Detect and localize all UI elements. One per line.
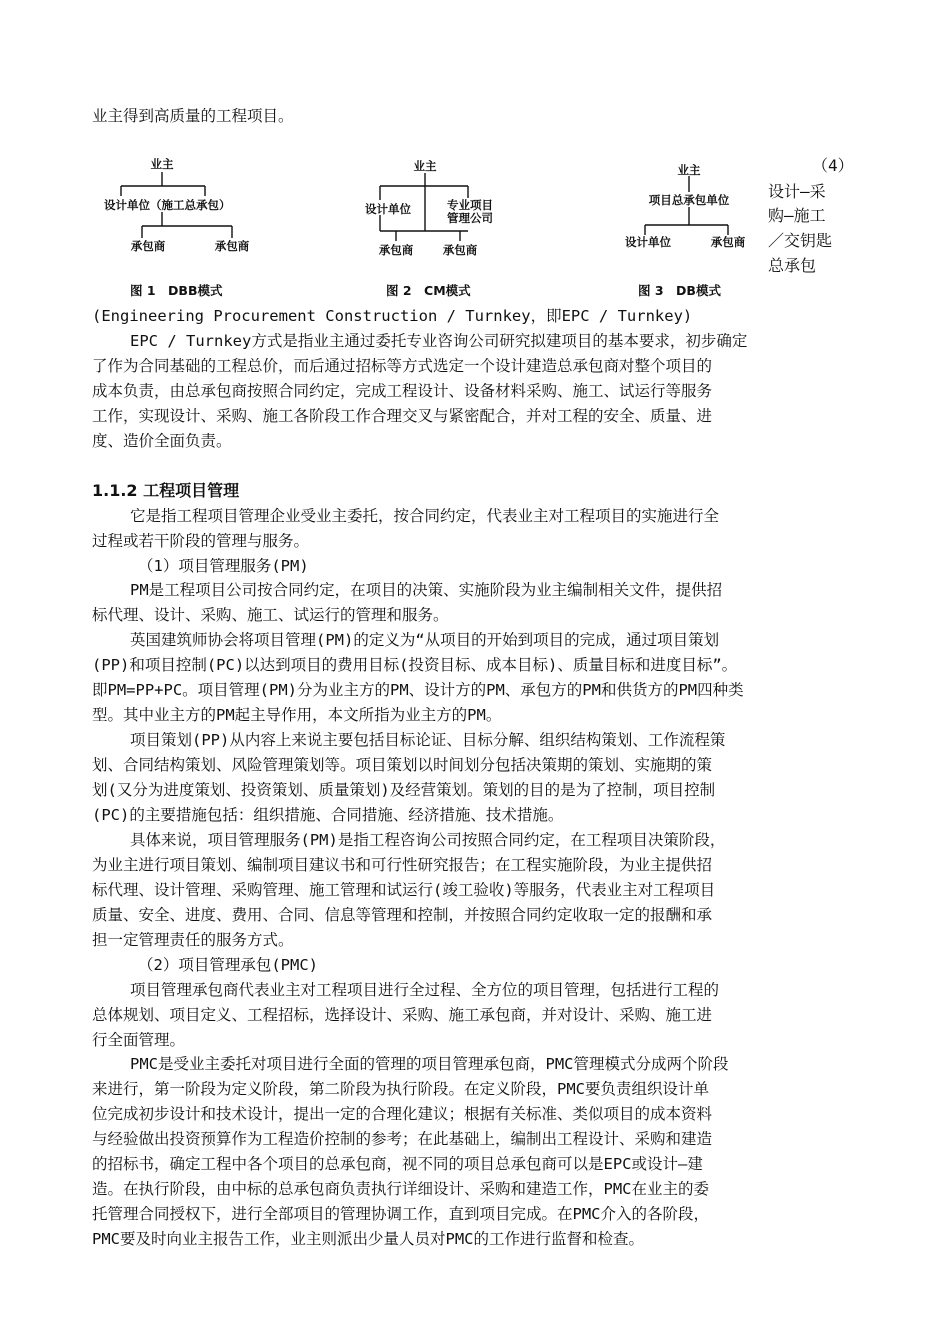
paragraph-line: 造。在执行阶段，由中标的总承包商负责执行详细设计、采购和建造工作，PMC在业主的委 xyxy=(92,1180,709,1198)
paragraph-line: PMC要及时向业主报告工作，业主则派出少量人员对PMC的工作进行监督和检查。 xyxy=(92,1230,644,1248)
fig1-contractor-left: 承包商 xyxy=(130,239,166,253)
fig2-designer: 设计单位 xyxy=(365,202,411,216)
paragraph-line: 质量、安全、进度、费用、合同、信息等管理和控制，并按照合同约定收取一定的报酬和承 xyxy=(92,906,713,924)
subsection-title: （2）项目管理承包(PMC) xyxy=(138,956,318,974)
paragraph-line: EPC / Turnkey方式是指业主通过委托专业咨询公司研究拟建项目的基本要求，初步确定 xyxy=(130,332,748,350)
paragraph-line: 英国建筑师协会将项目管理(PM)的定义为“从项目的开始到项目的完成，通过项目策划 xyxy=(130,631,720,649)
fig3-owner: 业主 xyxy=(677,163,701,177)
fig2-caption: 图 2 CM模式 xyxy=(386,283,471,298)
paragraph-line: 项目管理承包商代表业主对工程项目进行全过程、全方位的项目管理，包括进行工程的 xyxy=(130,981,720,999)
paragraph-line: 担一定管理责任的服务方式。 xyxy=(92,931,294,949)
paragraph-line: 项目策划(PP)从内容上来说主要包括目标论证、目标分解、组织结构策划、工作流程策 xyxy=(130,731,726,749)
paragraph-line: 即PM=PP+PC。项目管理(PM)分为业主方的PM、设计方的PM、承包方的PM和供货方的PM四种类 xyxy=(92,681,744,699)
paragraph-line: 划(又分为进度策划、投资策划、质量策划)及经营策划。策划的目的是为了控制，项目控制 xyxy=(92,781,716,799)
paragraph-line: 工作，实现设计、采购、施工各阶段工作合理交叉与紧密配合，并对工程的安全、质量、进 xyxy=(92,407,713,425)
paragraph-line: 划、合同结构策划、风险管理策划等。项目策划以时间划分包括决策期的策划、实施期的策 xyxy=(92,756,713,774)
paragraph-line: 标代理、设计管理、采购管理、施工管理和试运行(竣工验收)等服务，代表业主对工程项目 xyxy=(92,881,716,899)
side-text-line: 购—施工 xyxy=(768,206,826,225)
paragraph-line: (PC)的主要措施包括：组织措施、合同措施、经济措施、技术措施。 xyxy=(92,806,564,824)
fig1-designer: 设计单位（施工总承包） xyxy=(104,198,231,212)
side-text-number: （4） xyxy=(812,156,854,175)
side-text-line: ／交钥匙 xyxy=(768,231,833,250)
paragraph-line: (PP)和项目控制(PC)以达到项目的费用目标(投资目标、成本目标)、质量目标和进度目标”。 xyxy=(92,656,738,674)
paragraph-line: 为业主进行项目策划、编制项目建议书和可行性研究报告；在工程实施阶段，为业主提供招 xyxy=(92,856,713,874)
paragraph-line: 型。其中业主方的PM起主导作用，本文所指为业主方的PM。 xyxy=(92,706,502,724)
paragraph-line: 总体规划、项目定义、工程招标，选择设计、采购、施工承包商，并对设计、采购、施工进 xyxy=(92,1006,713,1024)
paragraph-line: 标代理、设计、采购、施工、试运行的管理和服务。 xyxy=(92,606,449,624)
paragraph-line: 了作为合同基础的工程总价，而后通过招标等方式选定一个设计建造总承包商对整个项目的 xyxy=(92,357,713,375)
fig1-owner: 业主 xyxy=(150,157,174,171)
fig3-designer: 设计单位 xyxy=(625,235,671,249)
fig1-caption: 图 1 DBB模式 xyxy=(130,283,223,298)
paragraph-line: PMC是受业主委托对项目进行全面的管理的项目管理承包商，PMC管理模式分成两个阶段 xyxy=(130,1055,729,1073)
fig2-pm-company-line2: 管理公司 xyxy=(447,211,493,225)
fig2-contractor-right: 承包商 xyxy=(442,243,478,257)
paragraph-line: PM是工程项目公司按合同约定，在项目的决策、实施阶段为业主编制相关文件，提供招 xyxy=(130,581,723,599)
fig3-caption: 图 3 DB模式 xyxy=(638,283,721,298)
epc-english-term: (Engineering Procurement Construction / Turnkey，即EPC / Turnkey) xyxy=(92,307,693,325)
paragraph-line: 具体来说，项目管理服务(PM)是指工程咨询公司按照合同约定，在工程项目决策阶段， xyxy=(130,831,726,849)
fig1-contractor-right: 承包商 xyxy=(214,239,250,253)
paragraph-line: 度、造价全面负责。 xyxy=(92,432,232,450)
fig3-general-contractor: 项目总承包单位 xyxy=(648,193,730,207)
side-text-line: 设计—采 xyxy=(768,182,826,201)
paragraph-line: 的招标书，确定工程中各个项目的总承包商，视不同的项目总承包商可以是EPC或设计—建 xyxy=(92,1155,703,1173)
paragraph-line: 托管理合同授权下，进行全部项目的管理协调工作，直到项目完成。在PMC介入的各阶段， xyxy=(92,1205,709,1223)
side-text-line: 总承包 xyxy=(768,256,817,275)
paragraph-line: 来进行，第一阶段为定义阶段，第二阶段为执行阶段。在定义阶段，PMC要负责组织设计单 xyxy=(92,1080,709,1098)
fig2-owner: 业主 xyxy=(413,159,437,173)
paragraph-line: 成本负责，由总承包商按照合同约定，完成工程设计、设备材料采购、施工、试运行等服务 xyxy=(92,382,713,400)
fig2-pm-company-line1: 专业项目 xyxy=(447,198,493,212)
paragraph-line: 位完成初步设计和技术设计，提出一定的合理化建议；根据有关标准、类似项目的成本资料 xyxy=(92,1105,713,1123)
fig2-contractor-left: 承包商 xyxy=(378,243,414,257)
fig3-contractor: 承包商 xyxy=(710,235,746,249)
paragraph-line: 过程或若干阶段的管理与服务。 xyxy=(92,532,310,550)
subsection-title: （1）项目管理服务(PM) xyxy=(138,557,309,575)
intro-line: 业主得到高质量的工程项目。 xyxy=(92,107,294,125)
paragraph-line: 行全面管理。 xyxy=(92,1031,186,1049)
section-heading: 1.1.2 工程项目管理 xyxy=(92,481,240,500)
paragraph-line: 它是指工程项目管理企业受业主委托，按合同约定，代表业主对工程项目的实施进行全 xyxy=(130,507,720,525)
paragraph-line: 与经验做出投资预算作为工程造价控制的参考；在此基础上，编制出工程设计、采购和建造 xyxy=(92,1130,713,1148)
